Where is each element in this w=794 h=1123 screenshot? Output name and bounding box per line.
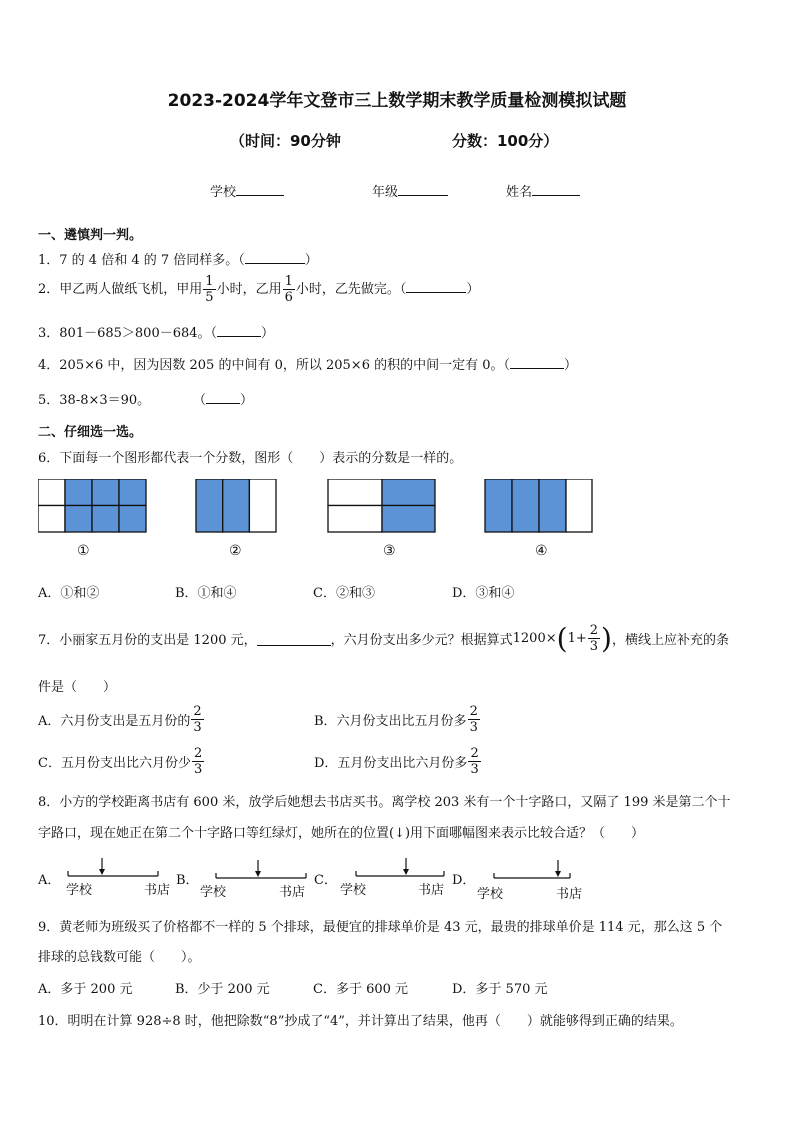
position-arrow-head bbox=[555, 871, 561, 877]
question-9-line-2: 排球的总钱数可能（ ）。 bbox=[38, 950, 201, 965]
question-5 bbox=[38, 389, 150, 408]
q8-c-school: 学校 bbox=[340, 883, 367, 898]
figure-1-cell bbox=[38, 479, 65, 506]
q2-text-post: 小时，乙先做完。（ bbox=[295, 282, 407, 297]
figure-3-cell bbox=[382, 506, 435, 533]
figure-3-cell bbox=[328, 479, 382, 506]
q7-option-d-fraction: $\frac{2}{3}$ bbox=[470, 746, 479, 777]
q7-option-c-fraction: $\frac{2}{3}$ bbox=[193, 746, 203, 777]
q7-formula-fraction: $\frac{2}{3}$ bbox=[589, 622, 599, 654]
q8-c-store: 书店 bbox=[418, 883, 445, 898]
position-arrow-head bbox=[99, 869, 105, 875]
q6-option-b[interactable]: B．①和④ bbox=[175, 586, 237, 601]
q2-text-pre: 2．甲乙两人做纸飞机，甲用 bbox=[38, 282, 203, 297]
question-10: 10．明明在计算 928÷8 时，他把除数“8”抄成了“4”，并计算出了结果，他再（ ）就能够得到正确的结果。 bbox=[38, 1014, 683, 1029]
figure-2-label: ② bbox=[229, 543, 242, 559]
figure-3-cell bbox=[328, 506, 382, 533]
name-blank[interactable] bbox=[532, 183, 580, 196]
q9-option-c[interactable]: C．多于 600 元 bbox=[313, 982, 409, 997]
question-1 bbox=[38, 249, 318, 268]
figure-4-cell bbox=[512, 479, 539, 532]
page-title: 2023-2024学年文登市三上数学期末教学质量检测模拟试题 bbox=[167, 91, 627, 111]
question-9-line-1: 9．黄老师为班级买了价格都不一样的 5 个排球，最便宜的排球单价是 43 元，最贵的排球单价是 114 元，那么这 5 个 bbox=[38, 920, 723, 935]
q3-answer-blank[interactable] bbox=[217, 324, 261, 337]
q6-option-d[interactable]: D．③和④ bbox=[452, 586, 515, 601]
q7-text-pre: 7．小丽家五月份的支出是 1200 元， bbox=[38, 632, 257, 648]
figure-3-cell bbox=[382, 479, 435, 506]
figure-1-cell bbox=[65, 506, 92, 533]
q7-paren-close: ) bbox=[601, 621, 612, 655]
q3-text: 3．801－685＞800－684。（ bbox=[38, 326, 218, 341]
figure-4-cell bbox=[539, 479, 566, 532]
figure-1-cell bbox=[38, 506, 65, 533]
question-7: 7．小丽家五月份的支出是 1200 元， ，六月份支出多少元？根据算式 1200× ( 1+ $\frac{2}{3}$ ) ，横线上应补充的条 bbox=[38, 621, 729, 655]
figure-1-cell bbox=[119, 479, 146, 506]
q7-paren-open: ( bbox=[556, 621, 568, 655]
grade-blank[interactable] bbox=[398, 183, 448, 196]
question-2: 2．甲乙两人做纸飞机，甲用 $\frac{1}{5}$ 小时，乙用 $\frac{1}{6}$ 小时，乙先做完。（ ） bbox=[38, 274, 480, 305]
figure-2 bbox=[196, 479, 276, 532]
q1-close: ） bbox=[304, 253, 318, 268]
q8-option-d[interactable]: D． bbox=[452, 873, 476, 888]
school-field bbox=[210, 181, 284, 200]
question-3: 3．801－685＞800－684。（ ） bbox=[38, 326, 275, 341]
q8-d-store: 书店 bbox=[556, 887, 583, 902]
q5-answer: （ ） bbox=[193, 393, 254, 408]
figure-4 bbox=[485, 479, 592, 532]
question-8-line-1: 8．小方的学校距离书店有 600 米，放学后她想去书店买书。离学校 203 米有一个十字路口，又隔了 199 米是第二个十 bbox=[38, 795, 731, 810]
q6-figures bbox=[38, 479, 598, 535]
q1-answer-blank[interactable] bbox=[245, 251, 305, 264]
figure-1-cell bbox=[92, 479, 119, 506]
figure-1-cell bbox=[92, 506, 119, 533]
figure-4-label: ④ bbox=[535, 543, 548, 559]
score-info: 分数：100分） bbox=[452, 132, 559, 150]
q7-answer-blank[interactable] bbox=[257, 631, 331, 646]
figure-1-label: ① bbox=[77, 543, 90, 559]
q2-fraction-1: $\frac{1}{5}$ bbox=[205, 274, 214, 305]
q8-option-b[interactable]: B． bbox=[176, 873, 199, 888]
q7-option-b-fraction: $\frac{2}{3}$ bbox=[469, 704, 478, 735]
figure-4-cell bbox=[485, 479, 512, 532]
section1-heading: 一、遴慎判一判。 bbox=[38, 228, 143, 243]
q8-a-store: 书店 bbox=[144, 883, 171, 898]
q2-text-mid: 小时，乙用 bbox=[216, 282, 282, 297]
question-6: 6．下面每一个图形都代表一个分数，图形（ ）表示的分数是一样的。 bbox=[38, 451, 463, 466]
q8-d-school: 学校 bbox=[477, 887, 504, 902]
name-field bbox=[506, 181, 580, 200]
q7-text-mid: ，六月份支出多少元？根据算式 bbox=[330, 632, 513, 648]
q7-formula: 1200× bbox=[512, 630, 557, 646]
q7-option-b[interactable]: B．六月份支出比五月份多 $\frac{2}{3}$ bbox=[314, 704, 478, 735]
q8-a-school: 学校 bbox=[66, 883, 93, 898]
school-blank[interactable] bbox=[236, 183, 284, 196]
figure-1-cell bbox=[65, 479, 92, 506]
figure-4-cell bbox=[566, 479, 592, 532]
q8-b-store: 书店 bbox=[279, 885, 306, 900]
q7-option-a-fraction: $\frac{2}{3}$ bbox=[193, 704, 202, 735]
q7-line-2: 件是（ ） bbox=[38, 680, 117, 695]
time-info: （时间：90分钟 bbox=[230, 132, 341, 150]
q2-fraction-2: $\frac{1}{6}$ bbox=[284, 274, 293, 305]
q1-text: 1．7 的 4 倍和 4 的 7 倍同样多。（ bbox=[38, 253, 245, 268]
figure-1-cell bbox=[119, 506, 146, 533]
q9-option-b[interactable]: B．少于 200 元 bbox=[175, 982, 270, 997]
figure-3-label: ③ bbox=[383, 543, 396, 559]
figure-2-cell bbox=[223, 479, 250, 532]
q7-text-post: ，横线上应补充的条 bbox=[611, 632, 729, 648]
figure-3 bbox=[328, 479, 435, 532]
q9-option-a[interactable]: A．多于 200 元 bbox=[38, 982, 133, 997]
q8-option-c[interactable]: C． bbox=[314, 873, 337, 888]
section2-heading: 二、仔细选一选。 bbox=[38, 425, 143, 440]
figure-1 bbox=[38, 479, 146, 532]
q2-answer-blank[interactable] bbox=[406, 280, 466, 293]
figure-2-cell bbox=[249, 479, 276, 532]
q5-text: 5．38-8×3＝90。 bbox=[38, 393, 151, 408]
question-4: 4．205×6 中，因为因数 205 的中间有 0，所以 205×6 的积的中间一定有 0。（ ） bbox=[38, 358, 578, 373]
q7-option-d[interactable]: D．五月份支出比六月份多 $\frac{2}{3}$ bbox=[314, 746, 479, 777]
q9-option-d[interactable]: D．多于 570 元 bbox=[452, 982, 548, 997]
position-arrow-head bbox=[255, 871, 261, 877]
position-arrow-head bbox=[403, 869, 409, 875]
q8-b-school: 学校 bbox=[200, 885, 227, 900]
q4-text: 4．205×6 中，因为因数 205 的中间有 0，所以 205×6 的积的中间一定有 0。（ bbox=[38, 358, 511, 373]
figure-2-cell bbox=[196, 479, 223, 532]
school-label: 学校 bbox=[210, 185, 237, 200]
q8-option-a[interactable]: A． bbox=[38, 873, 61, 888]
name-label: 姓名 bbox=[506, 185, 533, 200]
q5-answer-blank[interactable] bbox=[206, 391, 240, 404]
q4-answer-blank[interactable] bbox=[510, 356, 564, 369]
grade-field bbox=[372, 181, 448, 200]
grade-label: 年级 bbox=[372, 185, 399, 200]
q7-option-a[interactable]: A．六月份支出是五月份的 $\frac{2}{3}$ bbox=[38, 704, 202, 735]
q6-option-c[interactable]: C．②和③ bbox=[313, 586, 375, 601]
question-8-line-2: 字路口，现在她正在第二个十字路口等红绿灯，她所在的位置(↓)用下面哪幅图来表示比较合适？（ ） bbox=[38, 826, 645, 841]
q6-option-a[interactable]: A．①和② bbox=[38, 586, 100, 601]
q7-option-c[interactable]: C．五月份支出比六月份少 $\frac{2}{3}$ bbox=[38, 746, 203, 777]
